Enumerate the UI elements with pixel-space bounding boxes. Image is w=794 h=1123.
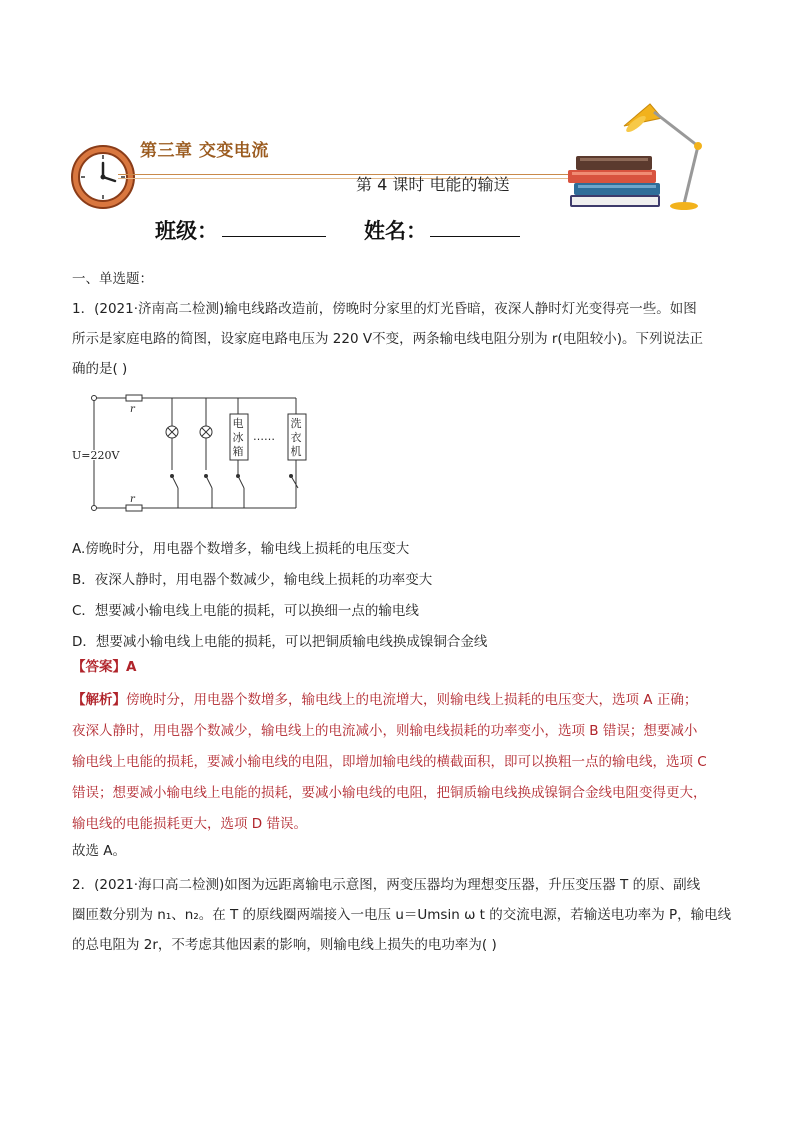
name-label: 姓名： <box>364 218 427 243</box>
fridge-label-3: 箱 <box>232 445 244 458</box>
answer-value: A <box>126 659 137 675</box>
q1-analysis-line-2: 夜深人静时，用电器个数减少，输电线上的电流减小，则输电线损耗的功率变小，选项 B 错误；想要减小 <box>72 723 698 739</box>
washer-label-2: 衣 <box>290 431 302 444</box>
fridge-label-1: 电 <box>232 417 244 430</box>
clock-icon <box>70 144 136 210</box>
q1-option-c[interactable]: C．想要减小输电线上电能的损耗，可以换细一点的输电线 <box>72 603 419 619</box>
q1-conclusion: 故选 A。 <box>72 843 127 859</box>
lesson-title: 第 4 课时 电能的输送 <box>356 175 510 194</box>
desk-lamp-books-illustration <box>566 96 716 216</box>
q1-line-3: 确的是( ) <box>72 361 128 377</box>
q1-analysis-line-4: 错误；想要减小输电线上电能的损耗，要减小输电线的电阻，把铜质输电线换成镍铜合金线电阻变得更大， <box>72 785 707 801</box>
q1-line-1: 1．(2021·济南高二检测)输电线路改造前，傍晚时分家里的灯光昏暗，夜深人静时灯光变得亮一些。如图 <box>72 301 697 317</box>
washer-label-3: 机 <box>290 445 302 458</box>
q2-line-1: 2．(2021·海口高二检测)如图为远距离输电示意图，两变压器均为理想变压器，升压变压器 T 的原、副线 <box>72 877 701 893</box>
q1-analysis-line-5: 输电线的电能损耗更大，选项 D 错误。 <box>72 816 307 832</box>
resistor-top <box>126 395 142 401</box>
resistor-bottom-label: r <box>130 494 135 505</box>
class-input-line[interactable] <box>222 236 326 237</box>
q2-line-2: 圈匝数分别为 n₁、n₂。在 T 的原线圈两端接入一电压 u＝Umsin ω t 的交流电源，若输送电功率为 P，输电线 <box>72 907 732 923</box>
class-label: 班级： <box>155 218 218 243</box>
voltage-label: U=220V <box>72 449 120 462</box>
q1-analysis-line-3: 输电线上电能的损耗，要减小输电线的电阻，即增加输电线的横截面积，即可以换粗一点的输电线，选项 C <box>72 754 707 770</box>
chapter-title: 第三章 交变电流 <box>140 141 269 161</box>
resistor-bottom <box>126 505 142 511</box>
q1-line-2: 所示是家庭电路的简图，设家庭电路电压为 220 V不变，两条输电线电阻分别为 r(电阻较小)。下列说法正 <box>72 331 703 347</box>
analysis-tag: 【解析】 <box>72 692 126 708</box>
washer-label-1: 洗 <box>290 417 302 430</box>
resistor-top-label: r <box>130 404 135 415</box>
q1-analysis-line-1 <box>72 689 736 711</box>
q1-answer <box>72 656 736 678</box>
q1-option-b[interactable]: B．夜深人静时，用电器个数减少，输电线上损耗的功率变大 <box>72 572 433 588</box>
appliance-ellipsis: …… <box>253 430 275 443</box>
q1-option-d[interactable]: D．想要减小输电线上电能的损耗，可以把铜质输电线换成镍铜合金线 <box>72 634 488 650</box>
analysis-text-1: 傍晚时分，用电器个数增多，输电线上的电流增大，则输电线上损耗的电压变大，选项 A 正确； <box>126 692 698 708</box>
answer-tag: 【答案】 <box>72 659 126 675</box>
section-title: 一、单选题： <box>72 271 153 287</box>
q1-option-a[interactable]: A.傍晚时分，用电器个数增多，输电线上损耗的电压变大 <box>72 541 410 557</box>
name-input-line[interactable] <box>430 236 520 237</box>
fridge-label-2: 冰 <box>232 431 244 444</box>
q2-line-3: 的总电阻为 2r，不考虑其他因素的影响，则输电线上损失的电功率为( ) <box>72 937 497 953</box>
household-circuit-diagram <box>72 392 312 516</box>
